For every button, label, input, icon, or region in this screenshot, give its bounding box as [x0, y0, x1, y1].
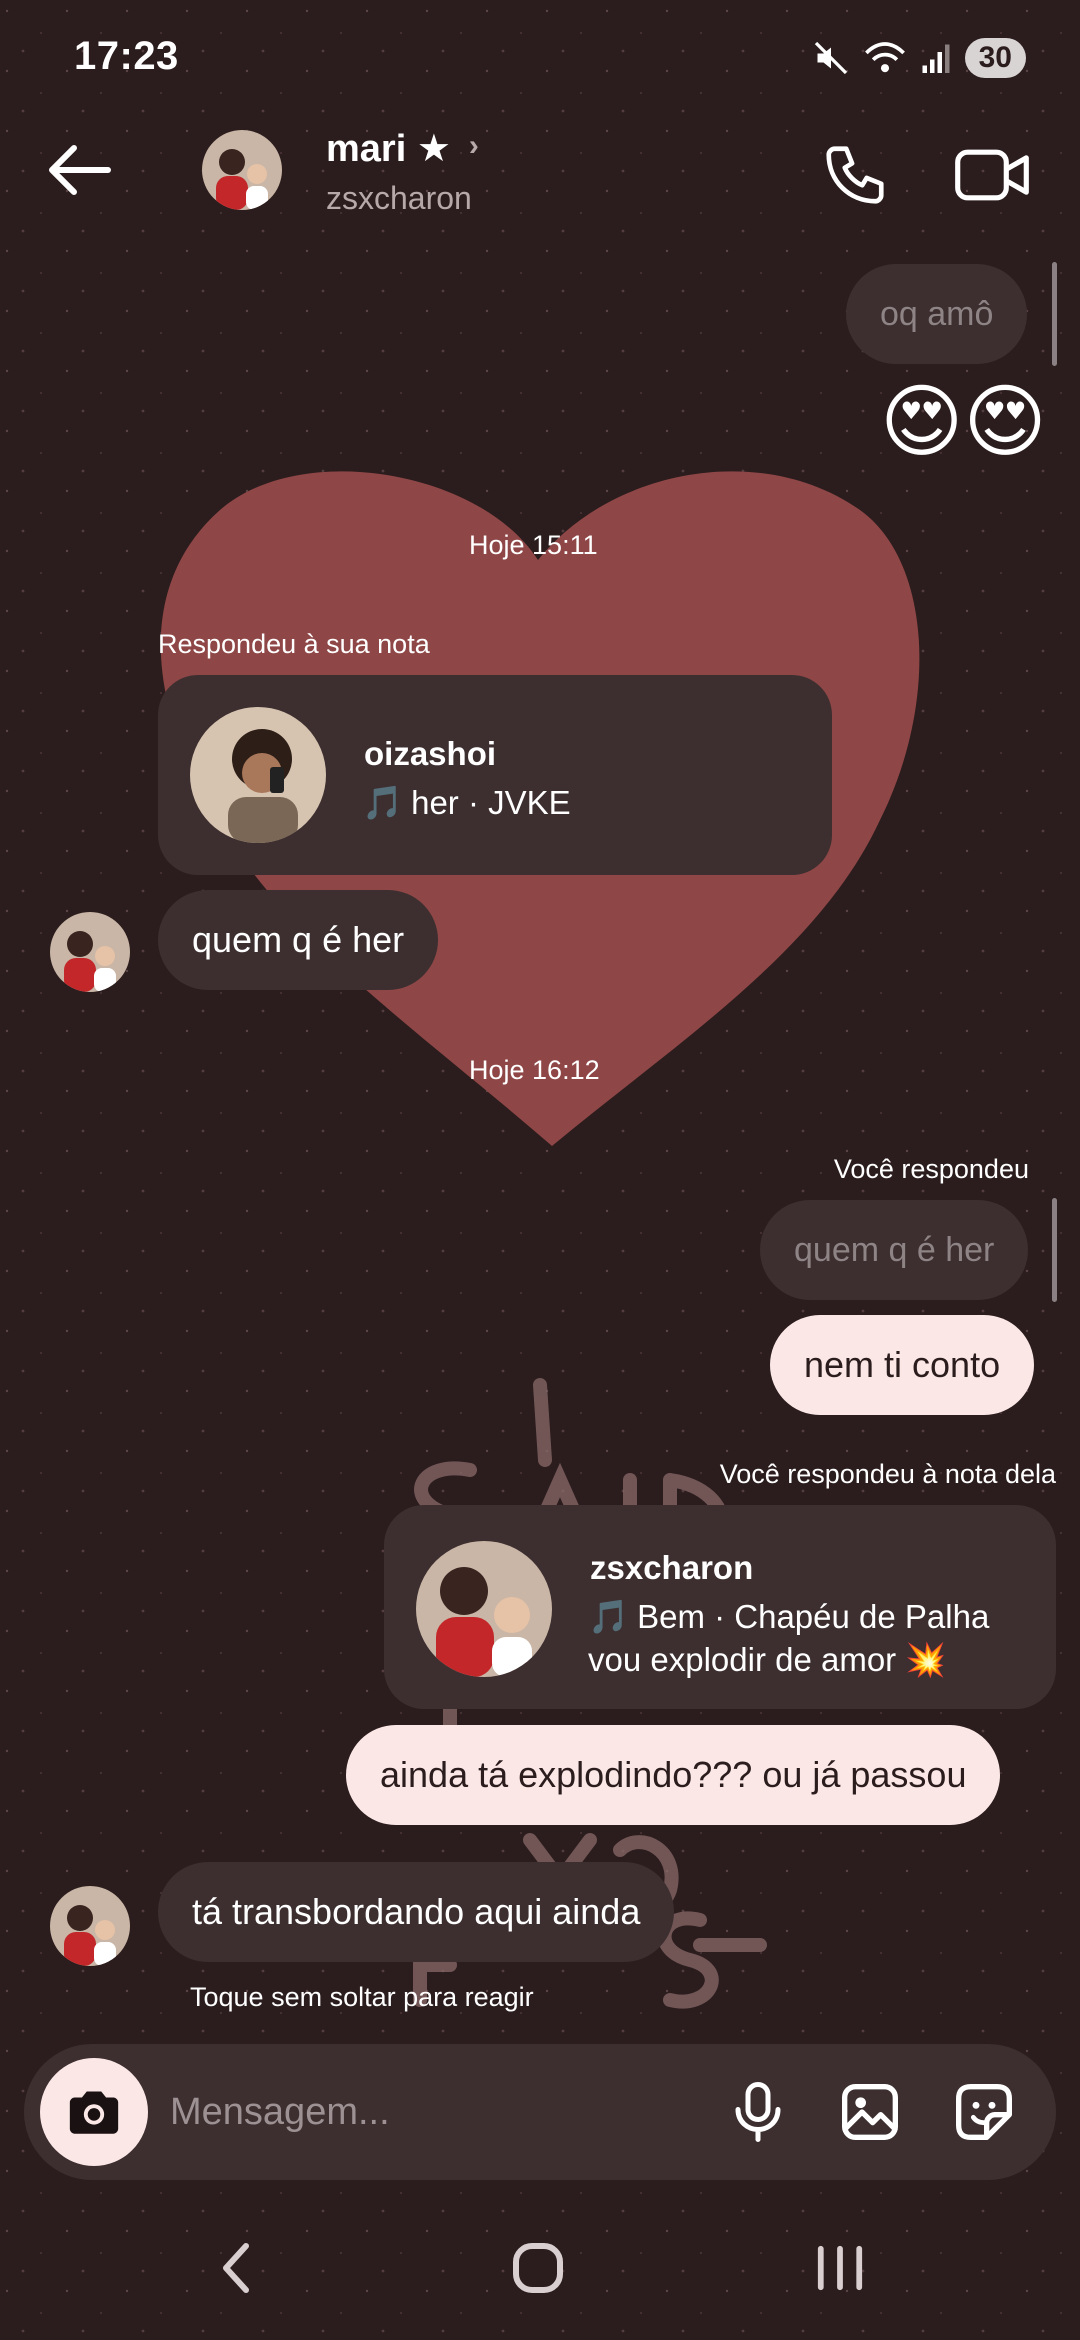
note-reply-card[interactable]	[384, 1505, 1056, 1709]
chevron-right-icon: ›	[468, 129, 479, 162]
contact-name[interactable]	[326, 126, 479, 171]
timestamp: Hoje 15:11	[469, 530, 598, 560]
scroll-indicator	[1052, 262, 1057, 366]
message-input[interactable]	[170, 2078, 730, 2146]
recents-icon	[812, 2243, 868, 2293]
signal-icon	[921, 41, 951, 75]
nav-home-button[interactable]	[498, 2228, 578, 2308]
gallery-button[interactable]	[834, 2076, 906, 2148]
note-song-text: Bem · Chapéu de Palha	[637, 1598, 990, 1635]
header-avatar[interactable]	[202, 130, 282, 210]
note-song	[588, 1597, 989, 1637]
received-message[interactable]: quem q é her	[158, 890, 438, 990]
mute-icon	[813, 40, 849, 76]
voice-call-button[interactable]	[820, 140, 890, 210]
reply-context-label: Respondeu à sua nota	[158, 629, 430, 659]
reply-context-label: Você respondeu	[833, 1154, 1029, 1184]
video-camera-icon	[952, 140, 1032, 210]
voice-message-button[interactable]	[722, 2076, 794, 2148]
reply-quote-bar	[1052, 1198, 1057, 1302]
arrow-left-icon	[44, 140, 114, 200]
back-button[interactable]	[44, 140, 114, 200]
note-username: zsxcharon	[590, 1549, 754, 1586]
sender-avatar[interactable]	[50, 1886, 130, 1966]
sent-message[interactable]: oq amô	[846, 264, 1027, 364]
emoji-reaction[interactable]: 😍😍	[880, 375, 1047, 468]
home-icon	[510, 2240, 566, 2296]
note-song	[362, 783, 571, 823]
music-note-icon: 🎵	[588, 1597, 630, 1636]
wifi-icon	[863, 40, 907, 76]
video-call-button[interactable]	[952, 140, 1032, 210]
note-song-text: her · JVKE	[411, 784, 571, 821]
sticker-icon	[952, 2080, 1016, 2144]
contact-username[interactable]: zsxcharon	[326, 180, 472, 216]
nav-back-button[interactable]	[196, 2228, 276, 2308]
nav-recents-button[interactable]	[800, 2228, 880, 2308]
camera-icon	[65, 2087, 123, 2137]
phone-icon	[820, 140, 890, 210]
contact-name-text: mari ★	[326, 128, 451, 170]
status-time: 17:23	[74, 34, 179, 78]
camera-button[interactable]	[40, 2058, 148, 2166]
sticker-button[interactable]	[948, 2076, 1020, 2148]
received-message[interactable]: tá transbordando aqui ainda	[158, 1862, 674, 1962]
microphone-icon	[728, 2079, 788, 2145]
react-hint: Toque sem soltar para reagir	[190, 1982, 534, 2012]
status-icons	[813, 38, 1026, 78]
note-username: oizashoi	[364, 735, 497, 772]
message-composer	[24, 2044, 1056, 2180]
quoted-message[interactable]: quem q é her	[760, 1200, 1028, 1300]
note-avatar	[190, 707, 326, 843]
note-reply-card[interactable]	[158, 675, 832, 875]
reply-context-label: Você respondeu à nota dela	[719, 1459, 1056, 1489]
sender-avatar[interactable]	[50, 912, 130, 992]
timestamp: Hoje 16:12	[469, 1055, 600, 1085]
battery-indicator: 30	[965, 38, 1026, 78]
note-avatar	[416, 1541, 552, 1677]
sent-message[interactable]: ainda tá explodindo??? ou já passou	[346, 1725, 1000, 1825]
sent-message[interactable]: nem ti conto	[770, 1315, 1034, 1415]
image-icon	[838, 2080, 902, 2144]
note-text: vou explodir de amor 💥	[588, 1641, 947, 1678]
chevron-left-icon	[216, 2238, 256, 2298]
music-note-icon: 🎵	[362, 783, 404, 822]
